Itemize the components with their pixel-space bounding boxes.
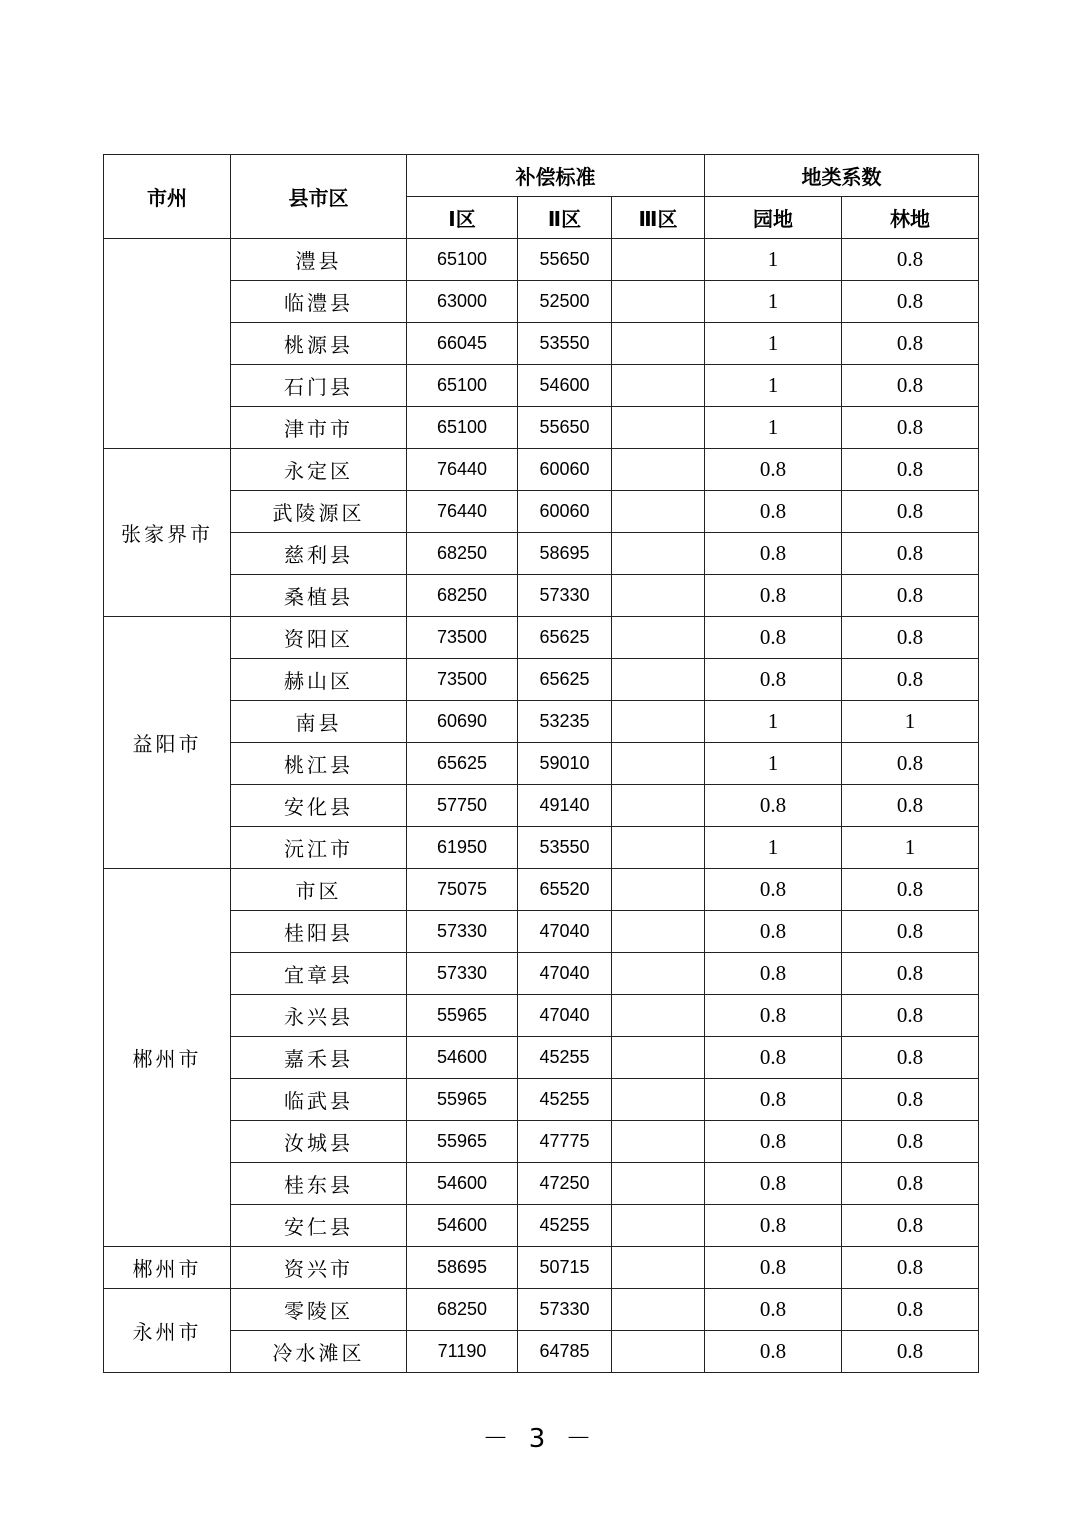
county-cell: 桑植县 — [231, 575, 407, 617]
zone-3-value — [612, 1163, 705, 1205]
table-row — [104, 785, 979, 827]
zone-1-value: 66045 — [407, 323, 518, 365]
zone-1-value: 76440 — [407, 491, 518, 533]
header-compensation-standard: 补偿标准 — [407, 155, 705, 197]
zone-1-value: 57330 — [407, 911, 518, 953]
garden-coefficient: 0.8 — [705, 617, 842, 659]
forest-coefficient: 0.8 — [842, 617, 979, 659]
forest-coefficient: 0.8 — [842, 491, 979, 533]
table-row — [104, 953, 979, 995]
zone-3-value — [612, 1205, 705, 1247]
county-cell: 武陵源区 — [231, 491, 407, 533]
garden-coefficient: 1 — [705, 365, 842, 407]
garden-coefficient: 0.8 — [705, 533, 842, 575]
table-row — [104, 617, 979, 659]
header-city: 市州 — [104, 155, 231, 239]
zone-2-value: 53550 — [518, 827, 612, 869]
table-body — [104, 239, 979, 1373]
county-cell: 冷水滩区 — [231, 1331, 407, 1373]
header-forest-land: 林地 — [842, 197, 979, 239]
zone-1-value: 65625 — [407, 743, 518, 785]
zone-2-value: 53550 — [518, 323, 612, 365]
forest-coefficient: 1 — [842, 701, 979, 743]
zone-2-value: 65625 — [518, 659, 612, 701]
garden-coefficient: 0.8 — [705, 659, 842, 701]
county-cell: 澧县 — [231, 239, 407, 281]
zone-2-value: 49140 — [518, 785, 612, 827]
header-zone-3: Ⅲ区 — [612, 197, 705, 239]
garden-coefficient: 1 — [705, 701, 842, 743]
county-cell: 南县 — [231, 701, 407, 743]
table-row — [104, 911, 979, 953]
forest-coefficient: 0.8 — [842, 1331, 979, 1373]
garden-coefficient: 0.8 — [705, 1331, 842, 1373]
zone-3-value — [612, 785, 705, 827]
zone-1-value: 57330 — [407, 953, 518, 995]
zone-2-value: 45255 — [518, 1205, 612, 1247]
zone-2-value: 57330 — [518, 1289, 612, 1331]
zone-2-value: 50715 — [518, 1247, 612, 1289]
zone-1-value: 68250 — [407, 575, 518, 617]
zone-3-value — [612, 575, 705, 617]
garden-coefficient: 0.8 — [705, 995, 842, 1037]
garden-coefficient: 0.8 — [705, 785, 842, 827]
zone-2-value: 47250 — [518, 1163, 612, 1205]
zone-3-value — [612, 323, 705, 365]
county-cell: 赫山区 — [231, 659, 407, 701]
zone-3-value — [612, 995, 705, 1037]
zone-3-value — [612, 911, 705, 953]
zone-3-value — [612, 533, 705, 575]
garden-coefficient: 0.8 — [705, 953, 842, 995]
forest-coefficient: 0.8 — [842, 743, 979, 785]
zone-2-value: 53235 — [518, 701, 612, 743]
table-row — [104, 1247, 979, 1289]
county-cell: 桂阳县 — [231, 911, 407, 953]
header-county: 县市区 — [231, 155, 407, 239]
county-cell: 沅江市 — [231, 827, 407, 869]
garden-coefficient: 1 — [705, 407, 842, 449]
header-garden-land: 园地 — [705, 197, 842, 239]
forest-coefficient: 0.8 — [842, 869, 979, 911]
zone-2-value: 47040 — [518, 995, 612, 1037]
zone-2-value: 54600 — [518, 365, 612, 407]
forest-coefficient: 0.8 — [842, 365, 979, 407]
forest-coefficient: 0.8 — [842, 1289, 979, 1331]
county-cell: 宜章县 — [231, 953, 407, 995]
garden-coefficient: 0.8 — [705, 491, 842, 533]
zone-2-value: 45255 — [518, 1037, 612, 1079]
zone-3-value — [612, 743, 705, 785]
zone-2-value: 58695 — [518, 533, 612, 575]
county-cell: 零陵区 — [231, 1289, 407, 1331]
zone-3-value — [612, 1079, 705, 1121]
forest-coefficient: 0.8 — [842, 1079, 979, 1121]
table-row — [104, 1205, 979, 1247]
forest-coefficient: 1 — [842, 827, 979, 869]
zone-2-value: 55650 — [518, 407, 612, 449]
forest-coefficient: 0.8 — [842, 281, 979, 323]
table-row — [104, 1121, 979, 1163]
forest-coefficient: 0.8 — [842, 407, 979, 449]
forest-coefficient: 0.8 — [842, 323, 979, 365]
forest-coefficient: 0.8 — [842, 449, 979, 491]
zone-2-value: 47040 — [518, 911, 612, 953]
zone-2-value: 57330 — [518, 575, 612, 617]
zone-2-value: 60060 — [518, 449, 612, 491]
page-number: － 3 － — [482, 1424, 598, 1454]
county-cell: 永兴县 — [231, 995, 407, 1037]
garden-coefficient: 0.8 — [705, 1205, 842, 1247]
table-row — [104, 365, 979, 407]
table-row — [104, 1289, 979, 1331]
zone-1-value: 54600 — [407, 1037, 518, 1079]
header-land-coefficient: 地类系数 — [705, 155, 979, 197]
zone-1-value: 54600 — [407, 1163, 518, 1205]
zone-3-value — [612, 1121, 705, 1163]
table-row — [104, 491, 979, 533]
county-cell: 桃源县 — [231, 323, 407, 365]
garden-coefficient: 1 — [705, 743, 842, 785]
header-zone-1: Ⅰ区 — [407, 197, 518, 239]
zone-3-value — [612, 365, 705, 407]
zone-3-value — [612, 1331, 705, 1373]
table-row — [104, 575, 979, 617]
zone-1-value: 63000 — [407, 281, 518, 323]
garden-coefficient: 0.8 — [705, 1289, 842, 1331]
county-cell: 嘉禾县 — [231, 1037, 407, 1079]
table-row — [104, 743, 979, 785]
zone-2-value: 47040 — [518, 953, 612, 995]
table-row — [104, 827, 979, 869]
zone-2-value: 60060 — [518, 491, 612, 533]
county-cell: 永定区 — [231, 449, 407, 491]
zone-2-value: 52500 — [518, 281, 612, 323]
table-row — [104, 701, 979, 743]
forest-coefficient: 0.8 — [842, 533, 979, 575]
compensation-standards-table — [103, 154, 979, 1373]
forest-coefficient: 0.8 — [842, 995, 979, 1037]
zone-1-value: 61950 — [407, 827, 518, 869]
zone-1-value: 65100 — [407, 365, 518, 407]
zone-3-value — [612, 1289, 705, 1331]
forest-coefficient: 0.8 — [842, 911, 979, 953]
table-row — [104, 281, 979, 323]
forest-coefficient: 0.8 — [842, 239, 979, 281]
garden-coefficient: 1 — [705, 827, 842, 869]
zone-1-value: 55965 — [407, 1079, 518, 1121]
zone-2-value: 45255 — [518, 1079, 612, 1121]
zone-1-value: 73500 — [407, 617, 518, 659]
garden-coefficient: 0.8 — [705, 1079, 842, 1121]
forest-coefficient: 0.8 — [842, 785, 979, 827]
table-row — [104, 239, 979, 281]
table-row — [104, 449, 979, 491]
garden-coefficient: 0.8 — [705, 449, 842, 491]
zone-3-value — [612, 827, 705, 869]
garden-coefficient: 1 — [705, 281, 842, 323]
county-cell: 安化县 — [231, 785, 407, 827]
zone-3-value — [612, 491, 705, 533]
table-row — [104, 407, 979, 449]
zone-2-value: 64785 — [518, 1331, 612, 1373]
table-row — [104, 1163, 979, 1205]
forest-coefficient: 0.8 — [842, 659, 979, 701]
header-zone-2: Ⅱ区 — [518, 197, 612, 239]
zone-3-value — [612, 407, 705, 449]
county-cell: 桃江县 — [231, 743, 407, 785]
city-cell: 永州市 — [104, 1289, 231, 1373]
zone-3-value — [612, 659, 705, 701]
table-row — [104, 869, 979, 911]
zone-3-value — [612, 239, 705, 281]
zone-3-value — [612, 1247, 705, 1289]
garden-coefficient: 0.8 — [705, 1163, 842, 1205]
zone-3-value — [612, 281, 705, 323]
zone-1-value: 75075 — [407, 869, 518, 911]
zone-1-value: 55965 — [407, 995, 518, 1037]
zone-1-value: 71190 — [407, 1331, 518, 1373]
forest-coefficient: 0.8 — [842, 953, 979, 995]
forest-coefficient: 0.8 — [842, 1121, 979, 1163]
garden-coefficient: 0.8 — [705, 1037, 842, 1079]
zone-2-value: 65520 — [518, 869, 612, 911]
county-cell: 临武县 — [231, 1079, 407, 1121]
table-row — [104, 1037, 979, 1079]
zone-2-value: 47775 — [518, 1121, 612, 1163]
garden-coefficient: 0.8 — [705, 911, 842, 953]
zone-2-value: 59010 — [518, 743, 612, 785]
county-cell: 津市市 — [231, 407, 407, 449]
county-cell: 石门县 — [231, 365, 407, 407]
garden-coefficient: 1 — [705, 239, 842, 281]
zone-1-value: 60690 — [407, 701, 518, 743]
table-header — [104, 155, 979, 239]
county-cell: 慈利县 — [231, 533, 407, 575]
zone-1-value: 65100 — [407, 239, 518, 281]
table-row — [104, 323, 979, 365]
zone-3-value — [612, 1037, 705, 1079]
county-cell: 桂东县 — [231, 1163, 407, 1205]
forest-coefficient: 0.8 — [842, 1205, 979, 1247]
county-cell: 资兴市 — [231, 1247, 407, 1289]
forest-coefficient: 0.8 — [842, 1037, 979, 1079]
zone-1-value: 68250 — [407, 533, 518, 575]
zone-1-value: 54600 — [407, 1205, 518, 1247]
forest-coefficient: 0.8 — [842, 1247, 979, 1289]
zone-3-value — [612, 617, 705, 659]
zone-3-value — [612, 449, 705, 491]
zone-3-value — [612, 953, 705, 995]
city-cell: 张家界市 — [104, 449, 231, 617]
forest-coefficient: 0.8 — [842, 575, 979, 617]
zone-1-value: 76440 — [407, 449, 518, 491]
city-cell: 郴州市 — [104, 1247, 231, 1289]
table-row — [104, 659, 979, 701]
zone-1-value: 57750 — [407, 785, 518, 827]
city-cell: 益阳市 — [104, 617, 231, 869]
table-row — [104, 533, 979, 575]
zone-3-value — [612, 701, 705, 743]
garden-coefficient: 0.8 — [705, 575, 842, 617]
zone-2-value: 55650 — [518, 239, 612, 281]
zone-1-value: 73500 — [407, 659, 518, 701]
zone-2-value: 65625 — [518, 617, 612, 659]
garden-coefficient: 0.8 — [705, 869, 842, 911]
county-cell: 临澧县 — [231, 281, 407, 323]
zone-1-value: 68250 — [407, 1289, 518, 1331]
garden-coefficient: 0.8 — [705, 1121, 842, 1163]
table-row — [104, 1079, 979, 1121]
table-row — [104, 995, 979, 1037]
zone-3-value — [612, 869, 705, 911]
county-cell: 汝城县 — [231, 1121, 407, 1163]
county-cell: 资阳区 — [231, 617, 407, 659]
garden-coefficient: 0.8 — [705, 1247, 842, 1289]
table-row — [104, 1331, 979, 1373]
zone-1-value: 65100 — [407, 407, 518, 449]
county-cell: 安仁县 — [231, 1205, 407, 1247]
zone-1-value: 58695 — [407, 1247, 518, 1289]
city-cell: 郴州市 — [104, 869, 231, 1247]
city-cell — [104, 239, 231, 449]
forest-coefficient: 0.8 — [842, 1163, 979, 1205]
county-cell: 市区 — [231, 869, 407, 911]
garden-coefficient: 1 — [705, 323, 842, 365]
zone-1-value: 55965 — [407, 1121, 518, 1163]
